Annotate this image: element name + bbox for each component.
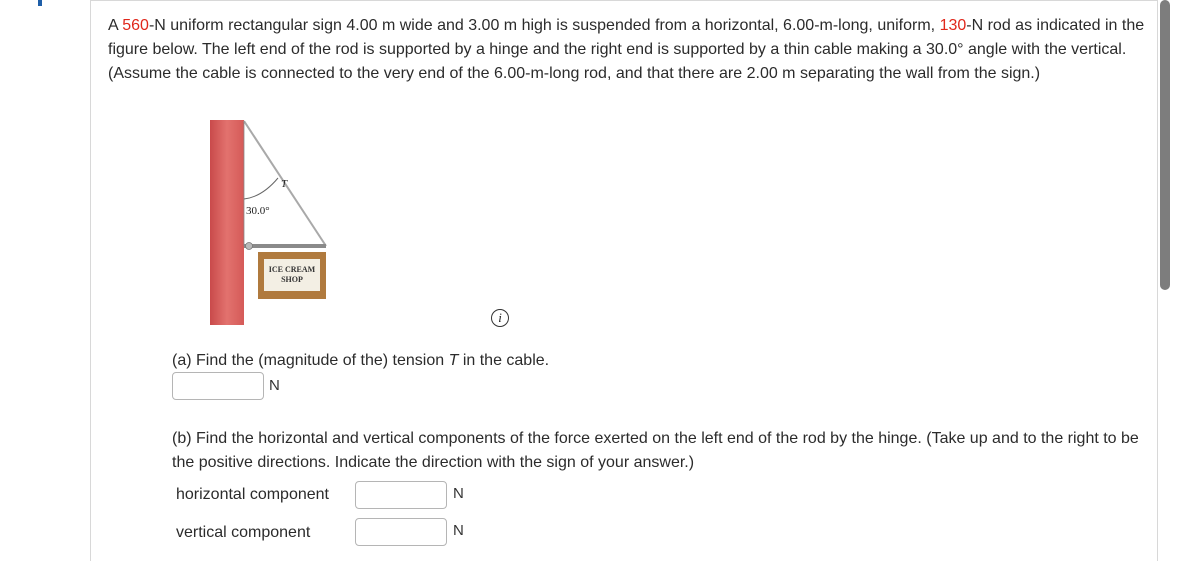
vertical-component-input[interactable] xyxy=(355,518,447,546)
tension-unit: N xyxy=(269,377,280,394)
horizontal-component-label: horizontal component xyxy=(176,486,329,503)
vertical-unit: N xyxy=(453,522,464,539)
rod-weight-value: 130 xyxy=(939,17,967,34)
hinge xyxy=(246,243,253,250)
horizontal-unit: N xyxy=(453,485,464,502)
problem-text-3: -N rod as indicated in the figure below. The left end of the rod is supported by a hinge and the right end is supported by a thin cable making a 30.0° angle with the vertical. (Assume the cable is connected to the very end of the 6.00-m-long rod, and that there are 2.00 m separating the wall from the sign.) xyxy=(108,17,1145,82)
info-icon[interactable]: i xyxy=(491,309,509,327)
part-a-question xyxy=(172,349,549,373)
problem-text-1: A xyxy=(108,17,123,34)
vertical-component-label: vertical component xyxy=(176,524,311,541)
part-b-question: (b) Find the horizontal and vertical components of the force exerted on the left end of the rod by the hinge. (Take up and to the right to be the positive directions. Indicate the direction with the sign of your answer.) xyxy=(172,430,1139,471)
horizontal-component-input[interactable] xyxy=(355,481,447,509)
angle-arc xyxy=(244,178,278,199)
part-a-text-post: in the cable. xyxy=(458,352,550,369)
top-accent-bar xyxy=(38,0,42,6)
problem-statement xyxy=(108,14,1148,86)
sign-figure xyxy=(200,115,340,325)
angle-label: 30.0° xyxy=(246,205,270,217)
part-a-variable: T xyxy=(448,352,459,369)
scrollbar-thumb[interactable] xyxy=(1160,0,1170,290)
sign-weight-value: 560 xyxy=(122,17,149,34)
sign-text-line1: ICE CREAM xyxy=(268,265,316,274)
problem-text-2: -N uniform rectangular sign 4.00 m wide and 3.00 m high is suspended from a horizontal, 6.00-m-long, uniform, xyxy=(148,17,940,34)
part-a-text-pre: (a) Find the (magnitude of the) tension xyxy=(172,352,449,369)
tension-answer-input[interactable] xyxy=(172,372,264,400)
sign-text-line2: SHOP xyxy=(281,275,303,284)
tension-label: T xyxy=(281,178,288,190)
rod xyxy=(244,244,326,248)
wall xyxy=(210,120,244,325)
